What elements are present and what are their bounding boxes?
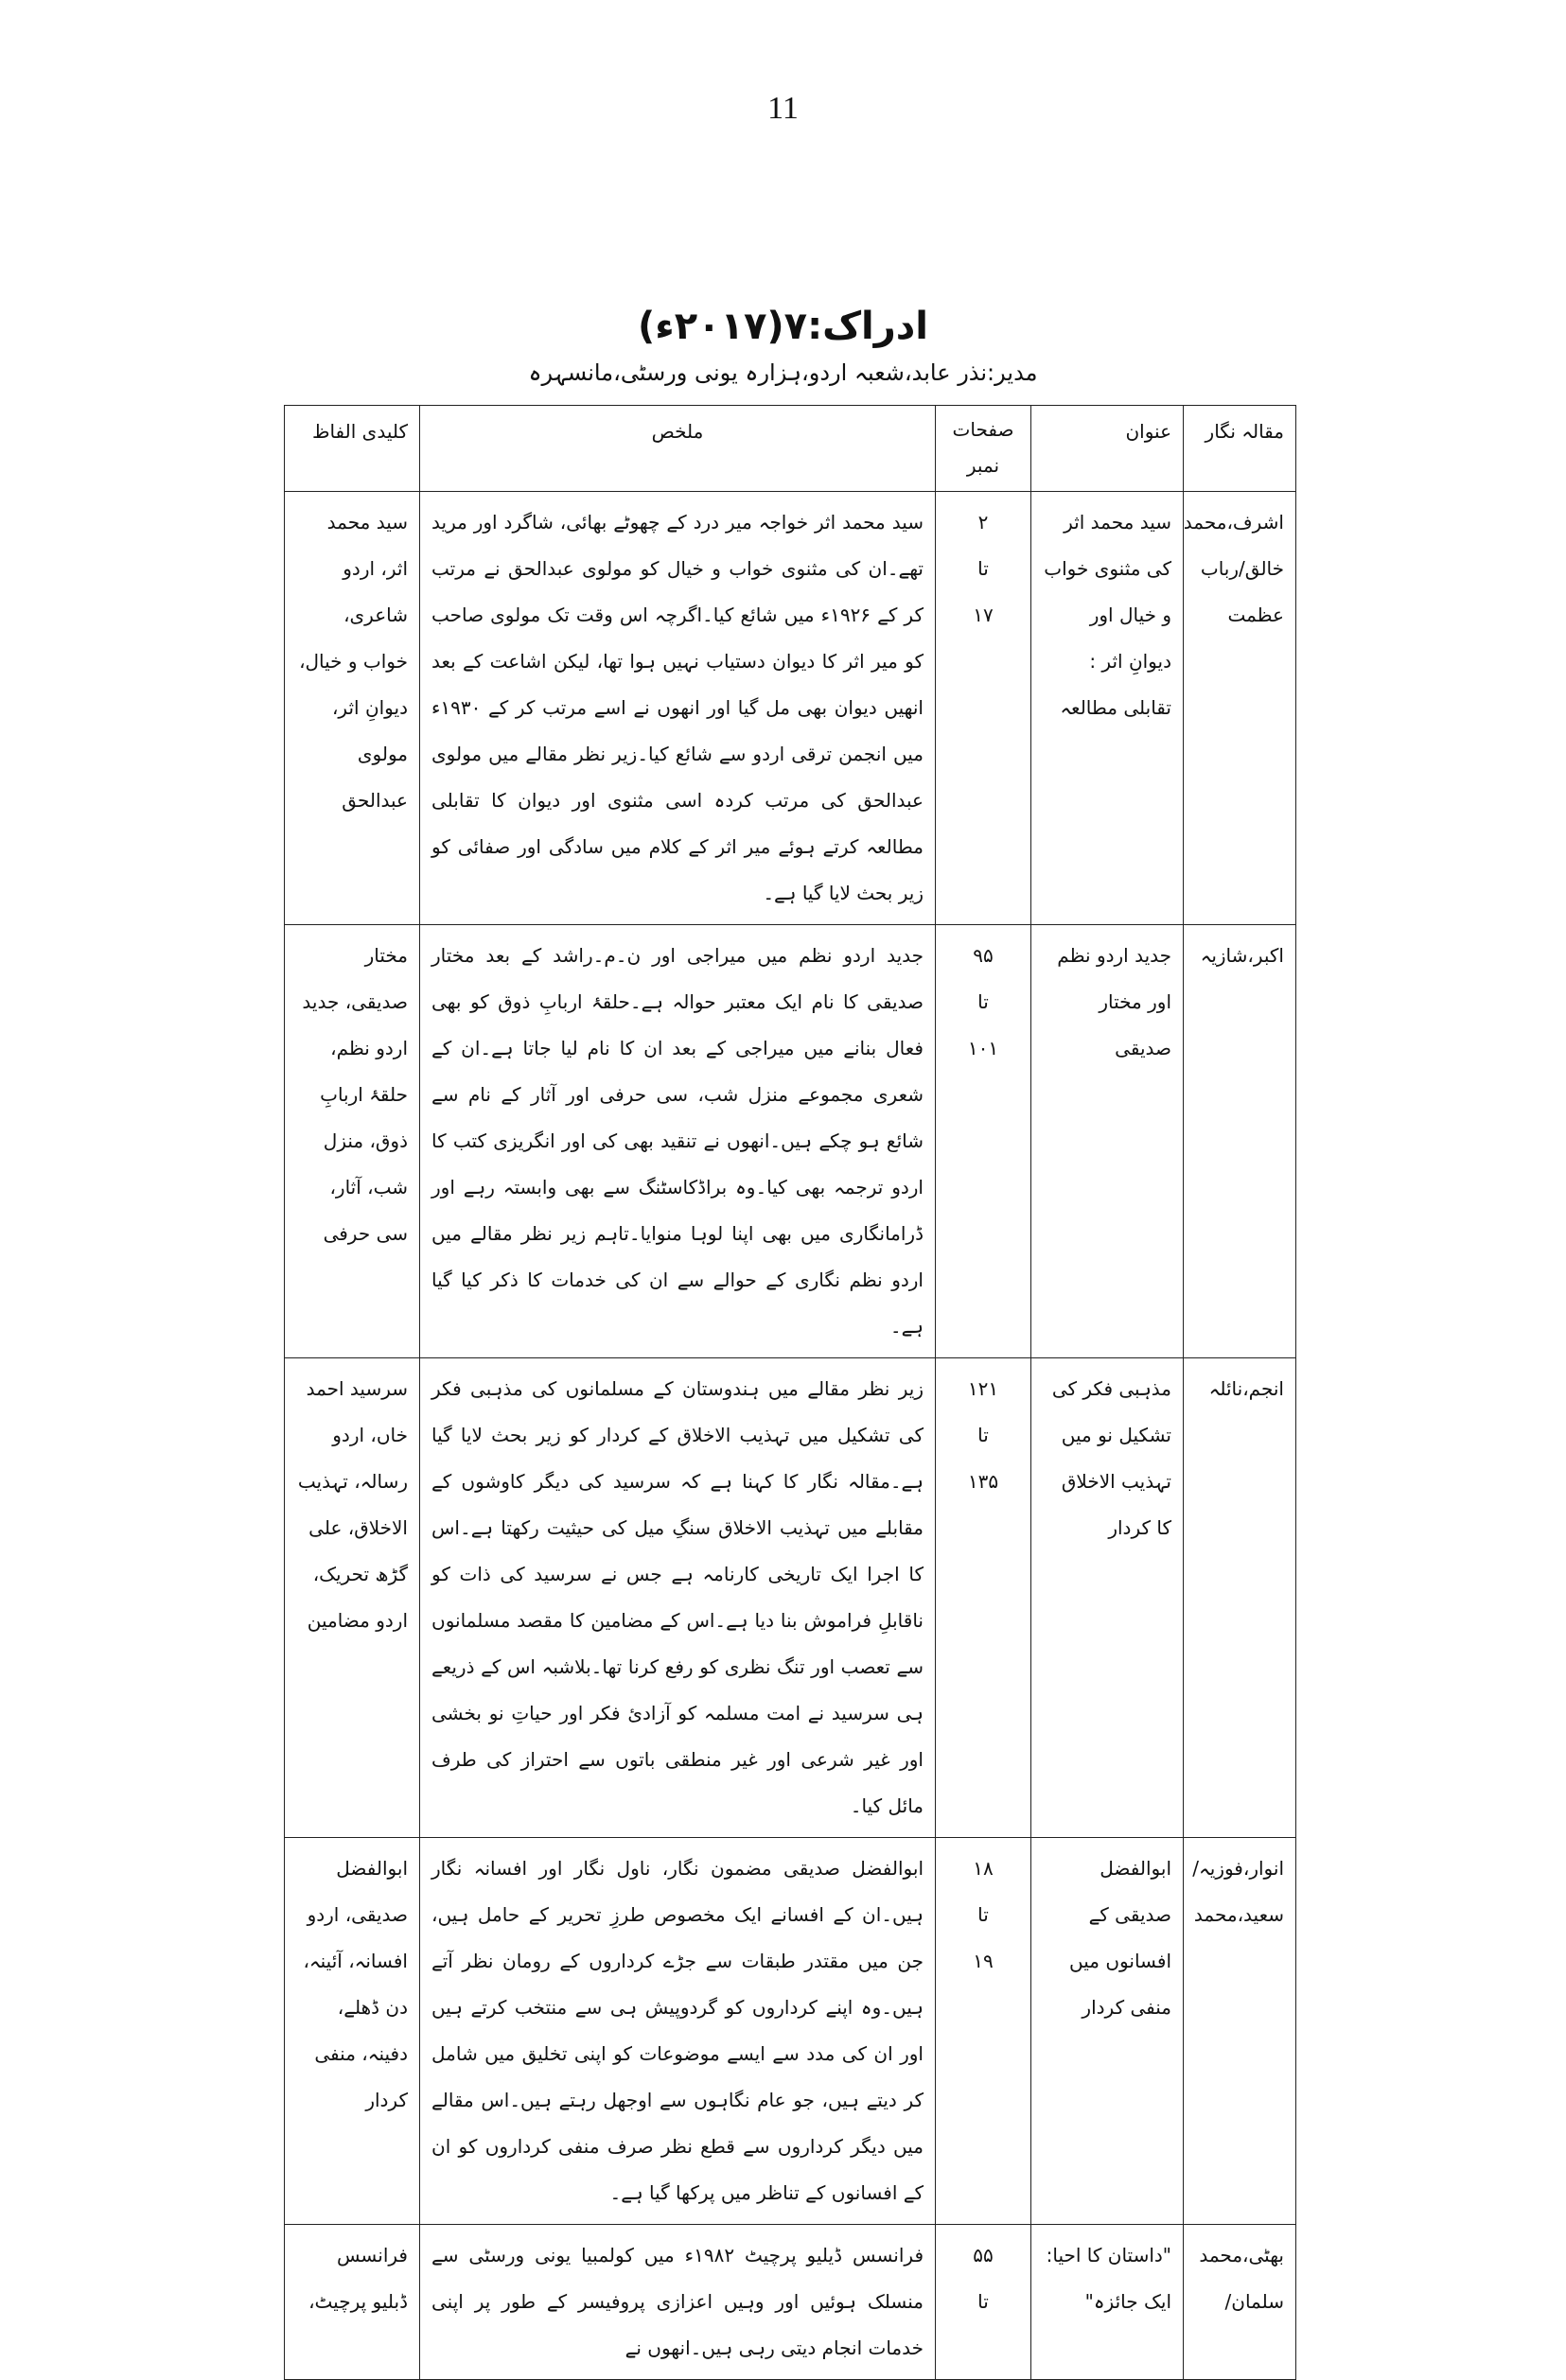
page-start: ۲ [977, 511, 989, 534]
page-number: 11 [767, 91, 799, 126]
table-header-row [285, 406, 1296, 492]
page-end: ۱۰۱ [967, 1037, 999, 1059]
articles-table [284, 405, 1296, 2380]
header-pages-line1: صفحات [952, 418, 1014, 441]
row-summary: ابوالفضل صدیقی مضمون نگار، ناول نگار اور افسانہ نگار ہیں۔ان کے افسانے ایک مخصوص طرزِ تحریر کے حامل ہیں، جن میں مقتدر طبقات سے جڑے کرداروں کے رومان نظر آتے ہیں۔وہ اپنے کرداروں کو گردوپیش ہی سے منتخب کرتے ہیں اور ان کی مدد سے ایسے موضوعات کو اپنی تخلیق میں شامل کر دیتے ہیں، جو عام نگاہوں سے اوجھل رہتے ہیں۔اس مقالے میں دیگر کرداروں سے قطع نظر صرف منفی کرداروں کو ان کے افسانوں کے تناظر میں پرکھا گیا ہے۔ [420, 1838, 936, 2225]
row-pages [936, 925, 1031, 1358]
row-title: سید محمد اثر کی مثنوی خواب و خیال اور دیوانِ اثر : تقابلی مطالعہ [1031, 492, 1184, 925]
row-pages [936, 1838, 1031, 2225]
journal-title: ادراک:۷(۲۰۱۷ء) [637, 305, 929, 348]
row-title: جدید اردو نظم اور مختار صدیقی [1031, 925, 1184, 1358]
header-keywords: کلیدی الفاظ [285, 406, 420, 492]
page-separator: تا [977, 557, 989, 580]
page-separator: تا [977, 1903, 989, 1926]
row-author: اشرف،محمد خالق/رباب عظمت [1184, 492, 1296, 925]
page-separator: تا [977, 2290, 989, 2313]
row-author: انجم،نائلہ [1184, 1358, 1296, 1838]
page-end: ۱۹ [973, 1950, 994, 1972]
row-keywords: سرسید احمد خاں، اردو رسالہ، تہذیب الاخلاق، علی گڑھ تحریک، اردو مضامین [285, 1358, 420, 1838]
row-title: مذہبی فکر کی تشکیل نو میں تہذیب الاخلاق کا کردار [1031, 1358, 1184, 1838]
header-author: مقالہ نگار [1184, 406, 1296, 492]
row-keywords: مختار صدیقی، جدید اردو نظم، حلقۂ اربابِ ذوق، منزل شب، آثار، سی حرفی [285, 925, 420, 1358]
row-summary: فرانسس ڈیلیو پرچیٹ ۱۹۸۲ء میں کولمبیا یونی ورسٹی سے منسلک ہوئیں اور وہیں اعزازی پروفیسر کے طور پر اپنی خدمات انجام دیتی رہی ہیں۔انھوں نے [420, 2225, 936, 2380]
page-start: ۵۵ [973, 2244, 994, 2266]
page-separator: تا [977, 1424, 989, 1446]
table-row [285, 1358, 1296, 1838]
row-title: ابوالفضل صدیقی کے افسانوں میں منفی کردار [1031, 1838, 1184, 2225]
page-separator: تا [977, 990, 989, 1013]
header-summary: ملخص [420, 406, 936, 492]
row-pages [936, 2225, 1031, 2380]
page-end: ۱۷ [973, 604, 994, 626]
row-pages [936, 492, 1031, 925]
row-keywords: ابوالفضل صدیقی، اردو افسانہ، آئینہ، دن ڈھلے، دفینہ، منفی کردار [285, 1838, 420, 2225]
table-row [285, 2225, 1296, 2380]
row-summary: جدید اردو نظم میں میراجی اور ن۔م۔راشد کے بعد مختار صدیقی کا نام ایک معتبر حوالہ ہے۔حلقۂ اربابِ ذوق کو بھی فعال بنانے میں میراجی کے بعد ان کا نام لیا جاتا ہے۔ان کے شعری مجموعے منزل شب، سی حرفی اور آثار کے نام سے شائع ہو چکے ہیں۔انھوں نے تنقید بھی کی اور انگریزی کتب کا اردو ترجمہ بھی کیا۔وہ براڈکاسٹنگ سے بھی وابستہ رہے اور ڈرامانگاری میں بھی اپنا لوہا منوایا۔تاہم زیر نظر مقالے میں اردو نظم نگاری کے حوالے سے ان کی خدمات کا ذکر کیا گیا ہے۔ [420, 925, 936, 1358]
row-summary: سید محمد اثر خواجہ میر درد کے چھوٹے بھائی، شاگرد اور مرید تھے۔ان کی مثنوی خواب و خیال کو مولوی عبدالحق نے مرتب کر کے ۱۹۲۶ء میں شائع کیا۔اگرچہ اس وقت تک مولوی صاحب کو میر اثر کا دیوان دستیاب نہیں ہوا تھا، لیکن اشاعت کے بعد انھیں دیوان بھی مل گیا اور انھوں نے اسے مرتب کر کے ۱۹۳۰ء میں انجمن ترقی اردو سے شائع کیا۔زیر نظر مقالے میں مولوی عبدالحق کی مرتب کردہ اسی مثنوی اور دیوان کا تقابلی مطالعہ کرتے ہوئے میر اثر کے کلام میں سادگی اور صفائی کو زیر بحث لایا گیا ہے۔ [420, 492, 936, 925]
row-keywords: سید محمد اثر، اردو شاعری، خواب و خیال، دیوانِ اثر، مولوی عبدالحق [285, 492, 420, 925]
row-title: "داستان کا احیا: ایک جائزہ" [1031, 2225, 1184, 2380]
page-start: ۱۲۱ [967, 1377, 999, 1400]
page-start: ۱۸ [973, 1857, 994, 1880]
row-summary: زیر نظر مقالے میں ہندوستان کے مسلمانوں کی مذہبی فکر کی تشکیل میں تہذیب الاخلاق کے کردار کو زیر بحث لایا گیا ہے۔مقالہ نگار کا کہنا ہے کہ سرسید کی دیگر کاوشوں کے مقابلے میں تہذیب الاخلاق سنگِ میل کی حیثیت رکھتا ہے۔اس کا اجرا ایک تاریخی کارنامہ ہے جس نے سرسید کی ذات کو ناقابلِ فراموش بنا دیا ہے۔اس کے مضامین کا مقصد مسلمانوں سے تعصب اور تنگ نظری کو رفع کرنا تھا۔بلاشبہ اس کے ذریعے ہی سرسید نے امت مسلمہ کو آزادیٔ فکر اور حیاتِ نو بخشی اور غیر شرعی اور غیر منطقی باتوں سے احتراز کی طرف مائل کیا۔ [420, 1358, 936, 1838]
row-author: انوار،فوزیہ/ سعید،محمد [1184, 1838, 1296, 2225]
table-row [285, 492, 1296, 925]
table-row [285, 1838, 1296, 2225]
row-pages [936, 1358, 1031, 1838]
page-end: ۱۳۵ [967, 1470, 999, 1493]
row-author: اکبر،شازیہ [1184, 925, 1296, 1358]
table-row [285, 925, 1296, 1358]
page-start: ۹۵ [973, 944, 994, 967]
editor-line: مدیر:نذر عابد،شعبہ اردو،ہزارہ یونی ورسٹی،مانسہرہ [528, 359, 1038, 386]
header-pages [936, 406, 1031, 492]
header-title: عنوان [1031, 406, 1184, 492]
row-keywords: فرانسس ڈبلیو پرچیٹ، [285, 2225, 420, 2380]
row-author: بھٹی،محمد سلمان/ [1184, 2225, 1296, 2380]
header-pages-line2: نمبر [966, 454, 1000, 477]
